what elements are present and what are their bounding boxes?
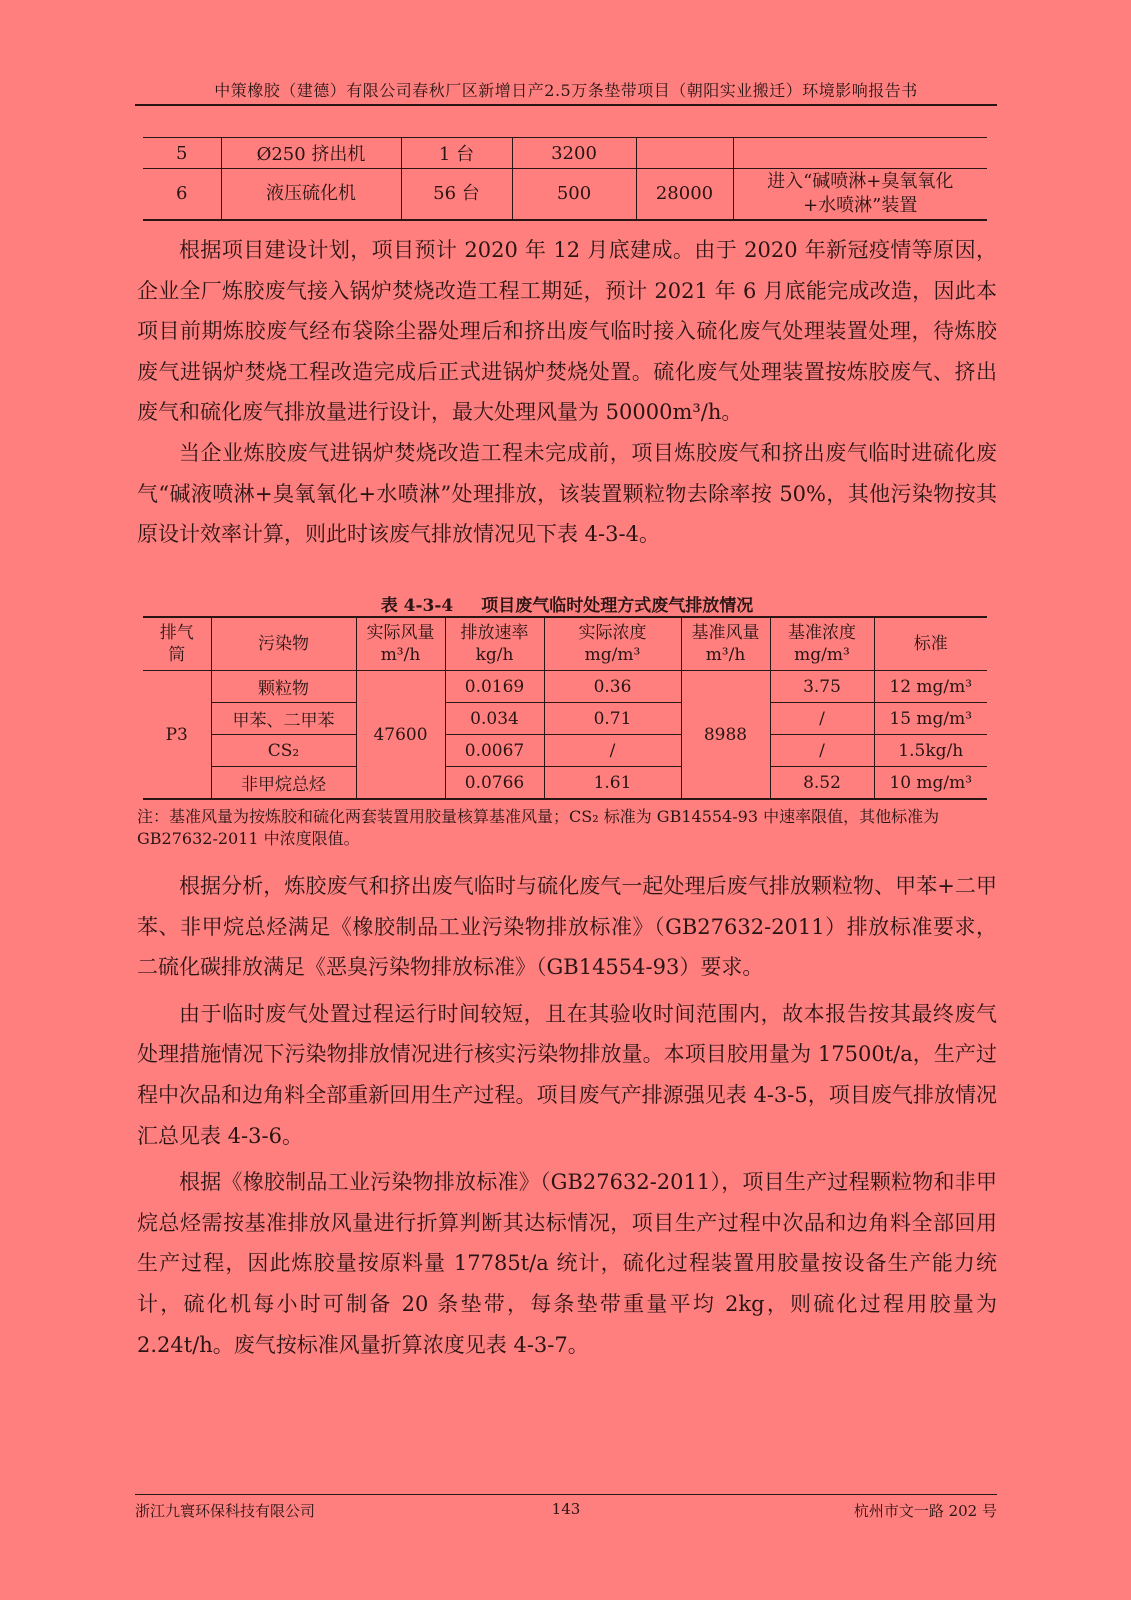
table-number: 表 4-3-4	[380, 596, 454, 616]
pollutant: 甲苯、二甲苯	[211, 703, 356, 735]
equip-c5: 28000	[636, 169, 733, 221]
table-row	[143, 767, 987, 800]
footer-company: 浙江九寰环保科技有限公司	[135, 1502, 316, 1520]
table-caption	[137, 591, 997, 616]
col-header: 排放速率 kg/h	[445, 617, 544, 671]
equip-c4: 500	[512, 169, 636, 221]
paragraph: 由于临时废气处置过程运行时间较短，且在其验收时间范围内，故本报告按其最终废气处理措施情况下污染物排放情况进行核实污染物排放量。本项目胶用量为 17500t/a，生产过程中次品和边角料全部重新回用生产过程。项目废气产排源强见表 4-3-5，项目废气排放情况汇总见表 4-3-6。	[137, 1001, 997, 1148]
emission-rate: 0.034	[445, 703, 544, 735]
equip-no: 5	[143, 138, 221, 169]
col-header: 排气筒	[143, 617, 211, 671]
base-conc: 8.52	[770, 767, 874, 800]
table-title: 项目废气临时处理方式废气排放情况	[481, 596, 754, 616]
standard: 12 mg/m³	[874, 671, 987, 703]
body-text-bottom	[137, 866, 997, 1365]
equip-qty: 56 台	[401, 169, 512, 221]
standard: 10 mg/m³	[874, 767, 987, 800]
footer-address: 杭州市文一路 202 号	[853, 1502, 997, 1520]
equip-name: 液压硫化机	[221, 169, 401, 221]
standard: 1.5kg/h	[874, 735, 987, 767]
base-conc: /	[770, 703, 874, 735]
base-conc: 3.75	[770, 671, 874, 703]
table-row	[143, 703, 987, 735]
emission-rate: 0.0766	[445, 767, 544, 800]
emission-rate: 0.0067	[445, 735, 544, 767]
actual-flow: 47600	[356, 671, 445, 800]
body-text-top	[137, 230, 997, 555]
equip-c6: 进入“碱喷淋+臭氧氧化+水喷淋”装置	[733, 169, 987, 221]
col-header: 实际浓度 mg/m³	[544, 617, 681, 671]
paragraph: 当企业炼胶废气进锅炉焚烧改造工程未完成前，项目炼胶废气和挤出废气临时进硫化废气“碱液喷淋+臭氧氧化+水喷淋”处理排放，该装置颗粒物去除率按 50%，其他污染物按其原设计效率计算，则此时该废气排放情况见下表 4-3-4。	[137, 440, 997, 547]
emission-rate: 0.0169	[445, 671, 544, 703]
actual-conc: 0.71	[544, 703, 681, 735]
col-header: 实际风量 m³/h	[356, 617, 445, 671]
page-header: 中策橡胶（建德）有限公司春秋厂区新增日产2.5万条垫带项目（朝阳实业搬迁）环境影响报告书	[214, 81, 918, 100]
pollutant: 非甲烷总烃	[211, 767, 356, 800]
base-conc: /	[770, 735, 874, 767]
equip-c5	[636, 138, 733, 169]
table-row	[143, 138, 987, 169]
equip-c4: 3200	[512, 138, 636, 169]
actual-conc: 0.36	[544, 671, 681, 703]
paragraph: 根据《橡胶制品工业污染物排放标准》（GB27632-2011），项目生产过程颗粒物和非甲烷总烃需按基准排放风量进行折算判断其达标情况，项目生产过程中次品和边角料全部回用生产过程，因此炼胶量按原料量 17785t/a 统计，硫化过程装置用胶量按设备生产能力统计，硫化机每小时可制备 20 条垫带，每条垫带重量平均 2kg，则硫化过程用胶量为 2.24t/h。废气按标准风量折算浓度见表 4-3-7。	[137, 1170, 997, 1357]
standard: 15 mg/m³	[874, 703, 987, 735]
equip-c6	[733, 138, 987, 169]
table-note: 注：基准风量为按炼胶和硫化两套装置用胶量核算基准风量；CS₂ 标准为 GB14554-93 中速率限值，其他标准为 GB27632-2011 中浓度限值。	[137, 807, 940, 848]
equip-qty: 1 台	[401, 138, 512, 169]
equip-no: 6	[143, 169, 221, 221]
col-header: 污染物	[211, 617, 356, 671]
page-number: 143	[551, 1500, 581, 1518]
paragraph: 根据项目建设计划，项目预计 2020 年 12 月底建成。由于 2020 年新冠疫情等原因，企业全厂炼胶废气接入锅炉焚烧改造工程工期延，预计 2021 年 6 月底能完成改造，因此本项目前期炼胶废气经布袋除尘器处理后和挤出废气临时接入硫化废气处理装置处理，待炼胶废气进锅炉焚烧工程改造完成后正式进锅炉焚烧处置。硫化废气处理装置按炼胶废气、挤出废气和硫化废气排放量进行设计，最大处理风量为 50000m³/h。	[137, 238, 997, 425]
footer-rule	[135, 1494, 997, 1495]
table-row	[143, 671, 987, 703]
table-row	[143, 169, 987, 221]
actual-conc: /	[544, 735, 681, 767]
header-rule	[135, 104, 997, 106]
paragraph: 根据分析，炼胶废气和挤出废气临时与硫化废气一起处理后废气排放颗粒物、甲苯+二甲苯、非甲烷总烃满足《橡胶制品工业污染物排放标准》（GB27632-2011）排放标准要求，二硫化碳排放满足《恶臭污染物排放标准》（GB14554-93）要求。	[137, 874, 997, 980]
base-flow: 8988	[681, 671, 770, 800]
col-header: 基准风量 m³/h	[681, 617, 770, 671]
pollutant: CS₂	[211, 735, 356, 767]
table-header-row	[143, 617, 987, 671]
equipment-table	[143, 137, 987, 221]
col-header: 基准浓度 mg/m³	[770, 617, 874, 671]
table-row	[143, 735, 987, 767]
stack-id: P3	[143, 671, 211, 800]
actual-conc: 1.61	[544, 767, 681, 800]
pollutant: 颗粒物	[211, 671, 356, 703]
equip-name: Ø250 挤出机	[221, 138, 401, 169]
col-header: 标准	[874, 617, 987, 671]
emission-table	[143, 616, 987, 800]
